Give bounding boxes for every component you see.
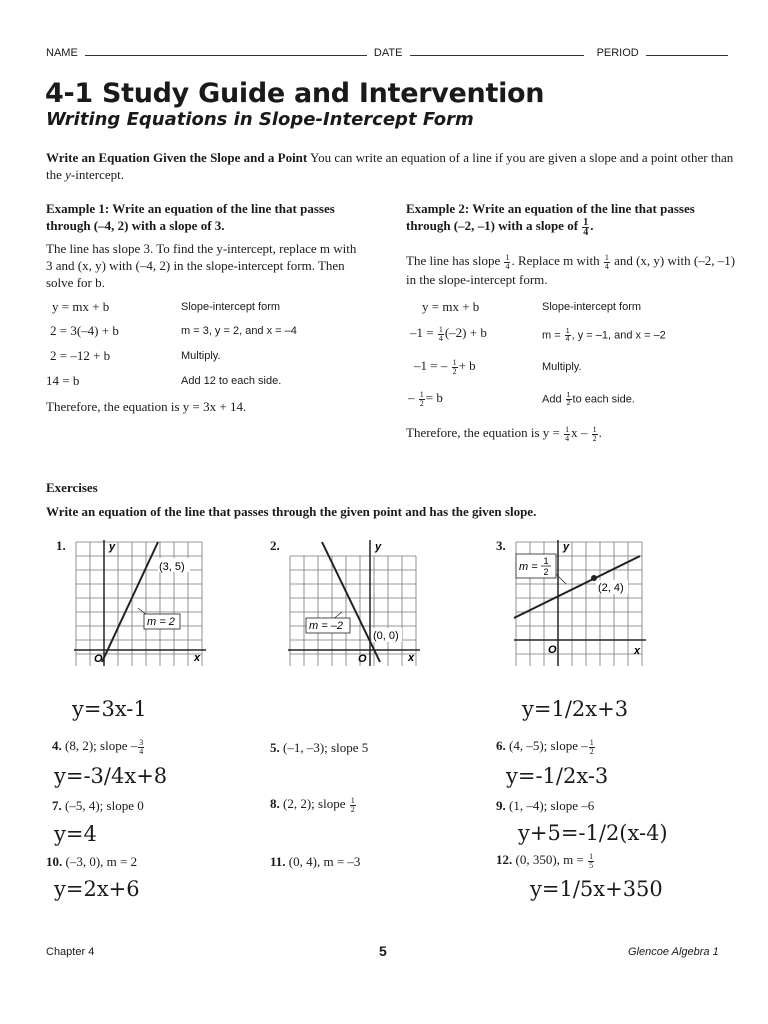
period-field[interactable]	[646, 46, 728, 56]
problem-8: 8. (2, 2); slope $\frac{1}{2}$	[270, 795, 355, 814]
y-axis-label: y	[563, 541, 570, 553]
answer-7: y=4	[54, 822, 97, 846]
fraction: $\frac{1}{2}$	[419, 389, 424, 408]
intro-text: You can write an equation of a line if you are given a slope and a point other than the	[46, 150, 734, 182]
ex2-step-note: m = $\frac{1}{4}$ , y = –1, and x = –2	[542, 328, 666, 343]
fraction: $\frac{1}{2}$	[589, 737, 594, 756]
problem-5: 5. (–1, –3); slope 5	[270, 740, 369, 755]
point-label: (2, 4)	[598, 582, 624, 594]
answer-10: y=2x+6	[54, 877, 140, 901]
ex2-step-eq: y = mx + b	[422, 299, 480, 314]
example2-heading: Example 2: Write an equation of the line that passes through (–2, –1) with a slope of $\frac{1}{4}$ .	[406, 201, 695, 238]
slope-frac-den: 2	[543, 567, 549, 577]
ex2-step-eq: –1 = $\frac{1}{4}$ (–2) + b	[410, 324, 487, 343]
fraction: $\frac{3}{4}$	[139, 737, 144, 756]
footer-book: Glencoe Algebra 1	[628, 946, 719, 958]
intro-italic: y	[65, 167, 71, 182]
x-axis-label: x	[634, 645, 641, 657]
answer-6: y=-1/2x-3	[506, 764, 609, 788]
ex2-step-eq: – $\frac{1}{2}$ = b	[408, 389, 443, 408]
graph-1	[72, 538, 208, 670]
fraction: $\frac{1}{4}$	[583, 216, 589, 238]
graph-1-number: 1.	[56, 538, 66, 553]
ex1-step-eq: y = mx + b	[52, 299, 110, 314]
intro-text-2: -intercept.	[70, 167, 124, 182]
slope-frac-num: 1	[543, 556, 549, 566]
graph-2	[286, 538, 422, 670]
slope-label: m = 2	[147, 616, 175, 628]
problem-6: 6. (4, –5); slope – $\frac{1}{2}$	[496, 737, 594, 756]
ex1-step-note: Add 12 to each side.	[181, 375, 282, 387]
page-subtitle: Writing Equations in Slope-Intercept Form	[46, 109, 474, 130]
intro-bold: Write an Equation Given the Slope and a Point	[46, 150, 308, 165]
intro-paragraph	[46, 149, 736, 183]
example2-conclusion: Therefore, the equation is y = $\frac{1}{4}$ x – $\frac{1}{2}$ .	[406, 424, 602, 443]
answer-12: y=1/5x+350	[530, 877, 663, 901]
fraction: $\frac{1}{4}$	[438, 324, 443, 343]
fraction: $\frac{1}{2}$	[592, 424, 597, 443]
answer-9: y+5=-1/2(x-4)	[518, 821, 668, 845]
point-label: (0, 0)	[373, 630, 399, 642]
footer-chapter: Chapter 4	[46, 946, 95, 958]
problem-11: 11. (0, 4), m = –3	[270, 854, 361, 869]
origin-label: O	[548, 644, 557, 656]
fraction: $\frac{1}{4}$	[604, 252, 609, 271]
slope-label: m = –2	[309, 620, 343, 632]
page-number: 5	[379, 943, 387, 959]
name-label: NAME	[46, 47, 78, 59]
graph-3	[512, 538, 648, 670]
fraction: $\frac{1}{5}$	[589, 851, 594, 870]
date-field[interactable]	[410, 46, 584, 56]
fraction: $\frac{1}{2}$	[566, 392, 571, 407]
fraction: $\frac{1}{4}$	[565, 424, 570, 443]
problem-4: 4. (8, 2); slope – $\frac{3}{4}$	[52, 737, 144, 756]
answer-4: y=-3/4x+8	[54, 764, 168, 788]
answer-3: y=1/2x+3	[522, 697, 629, 721]
y-axis-label: y	[109, 541, 116, 553]
point-label: (3, 5)	[159, 561, 185, 573]
ex2-step-note: Slope-intercept form	[542, 301, 642, 313]
example2-body: The line has slope $\frac{1}{4}$ . Replace m with $\frac{1}{4}$ and (x, y) with (–2, –1) in the slope-intercept form.	[406, 252, 736, 287]
page-title: 4-1 Study Guide and Intervention	[45, 78, 545, 109]
y-axis-label: y	[375, 541, 382, 553]
graph-line	[322, 542, 380, 662]
x-axis-label: x	[194, 652, 201, 664]
graph-3-number: 3.	[496, 538, 506, 553]
graph-line	[102, 542, 158, 662]
problem-7: 7. (–5, 4); slope 0	[52, 798, 144, 813]
name-field[interactable]	[85, 46, 367, 56]
ex2-step-note: Multiply.	[542, 361, 582, 373]
exercises-directions: Write an equation of the line that passes through the given point and has the given slope.	[46, 504, 537, 519]
graph-2-number: 2.	[270, 538, 280, 553]
header-line	[46, 46, 726, 59]
problem-12: 12. (0, 350), m = $\frac{1}{5}$	[496, 851, 594, 870]
ex1-step-note: Slope-intercept form	[181, 301, 281, 313]
fraction: $\frac{1}{2}$	[452, 357, 457, 376]
ex2-step-note: Add $\frac{1}{2}$ to each side.	[542, 392, 635, 407]
origin-label: O	[94, 653, 103, 665]
example1-body: The line has slope 3. To find the y-intercept, replace m with 3 and (x, y) with (–4, 2) in the slope-intercept form. Then solve for b.	[46, 241, 357, 290]
x-axis-label: x	[408, 652, 415, 664]
example1-conclusion: Therefore, the equation is y = 3x + 14.	[46, 399, 247, 414]
ex2-step-eq: –1 = – $\frac{1}{2}$ + b	[414, 357, 476, 376]
problem-9: 9. (1, –4); slope –6	[496, 798, 595, 813]
period-label: PERIOD	[596, 47, 639, 59]
answer-1: y=3x-1	[72, 697, 147, 721]
example1-heading: Example 1: Write an equation of the line that passes through (–4, 2) with a slope of 3.	[46, 201, 335, 233]
problem-10: 10. (–3, 0), m = 2	[46, 854, 138, 869]
ex1-step-note: m = 3, y = 2, and x = –4	[181, 325, 297, 337]
ex1-step-note: Multiply.	[181, 350, 221, 362]
slope-label: m =	[519, 561, 538, 573]
fraction: $\frac{1}{2}$	[350, 795, 355, 814]
fraction: $\frac{1}{4}$	[565, 328, 570, 343]
ex1-step-eq: 2 = 3(–4) + b	[50, 323, 119, 338]
origin-label: O	[358, 653, 367, 665]
example2-heading-text: Example 2: Write an equation of the line that passes through (–2, –1) with a slope of	[406, 201, 695, 233]
date-label: DATE	[373, 47, 403, 59]
ex1-step-eq: 2 = –12 + b	[50, 348, 111, 363]
fraction: $\frac{1}{4}$	[505, 252, 510, 271]
ex1-step-eq: 14 = b	[46, 373, 80, 388]
exercises-heading: Exercises	[46, 480, 98, 495]
